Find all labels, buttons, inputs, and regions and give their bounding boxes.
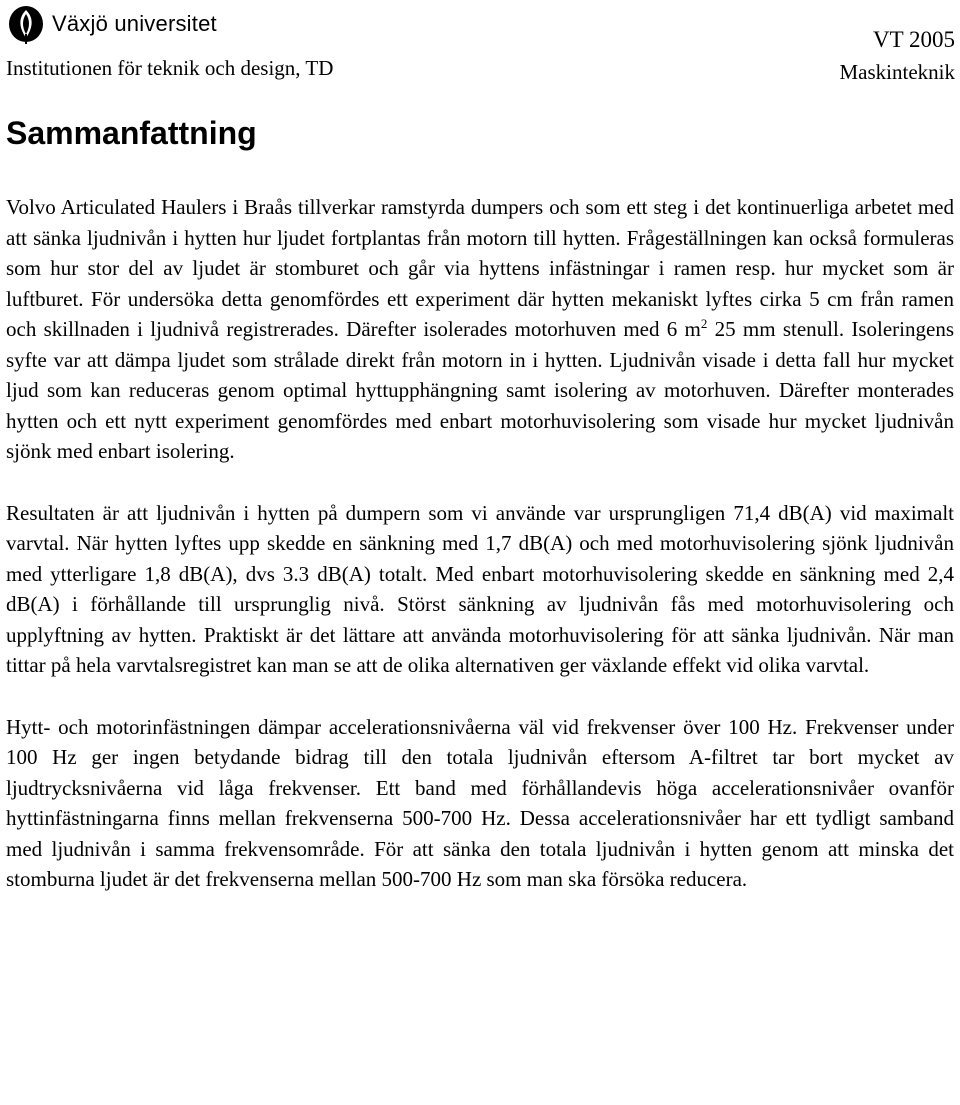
department-label: Maskinteknik xyxy=(839,60,955,84)
university-seal-icon xyxy=(6,4,46,51)
summary-paragraph-3: Hytt- och motorinfästningen dämpar accelerationsnivåerna väl vid frekvenser över 100 Hz. Frekvenser under 100 Hz ger ingen betydande bidrag till den totala ljudnivån eftersom A-filtret tar bort mycket av ljudtrycksnivåerna vid låga frekvenser. Ett band med förhållandevis höga accelerationsnivåer ovanför hyttinfästningarna finns mellan frekvenserna 500-700 Hz. Dessa accelerationsnivåer har ett tydligt samband med ljudnivån i samma frekvensområde. För att sänka den totala ljudnivån i hytten genom att minska det stomburna ljudet är det frekvenserna mellan 500-700 Hz som man ska försöka reducera. xyxy=(6,714,954,891)
superscript-squared: 2 xyxy=(700,316,708,331)
term-label: VT 2005 xyxy=(873,27,955,52)
summary-paragraph-1 xyxy=(6,192,954,467)
page-title: Sammanfattning xyxy=(6,115,257,151)
university-logo xyxy=(6,4,217,51)
paragraph-1-text: Volvo Articulated Haulers i Braås tillverkar ramstyrda dumpers och som ett steg i det kontinuerliga arbetet med att sänka ljudnivån i hytten hur ljudet fortplantas från motorn till hytten. Frågeställningen kan också formuleras som hur stor del av ljudet är stomburet och går via hyttens infästningar i ramen resp. hur mycket som är luftburet. För undersöka detta genomfördes ett experiment där hytten mekaniskt lyftes cirka 5 cm från ramen och skillnaden i ljudnivå registrerades. Därefter isolerades motorhuven med 6 m xyxy=(6,195,954,341)
paragraph-1-continuation: 25 mm stenull. Isoleringens syfte var att dämpa ljudet som strålade direkt från motorn in i hytten. Ljudnivån visade i detta fall hur mycket ljud som kan reduceras genom optimal hyttupphängning samt isolering av motorhuven. Därefter monterades hytten och ett nytt experiment genomfördes med enbart motorhuvisolering som visade hur mycket ljudnivån sjönk med enbart isolering. xyxy=(6,317,954,463)
summary-paragraph-2: Resultaten är att ljudnivån i hytten på dumpern som vi använde var ursprungligen 71,4 dB(A) vid maximalt varvtal. När hytten lyftes upp skedde en sänkning med 1,7 dB(A) och med motorhuvisolering sjönk ljudnivån med ytterligare 1,8 dB(A), dvs 3.3 dB(A) totalt. Med enbart motorhuvisolering skedde en sänkning med 2,4 dB(A) i förhållande till ursprunglig nivå. Störst sänkning av ljudnivån fås med motorhuvisolering och upplyftning av hytten. Praktiskt är det lättare att använda motorhuvisolering för att sänka ljudnivån. När man tittar på hela varvtalsregistret kan man se att de olika alternativen ger växlande effekt vid olika varvtal. xyxy=(6,500,954,677)
page-header xyxy=(0,0,960,90)
university-name: Växjö universitet xyxy=(52,10,217,36)
institution-name: Institutionen för teknik och design, TD xyxy=(6,56,334,80)
summary-body xyxy=(6,192,954,895)
